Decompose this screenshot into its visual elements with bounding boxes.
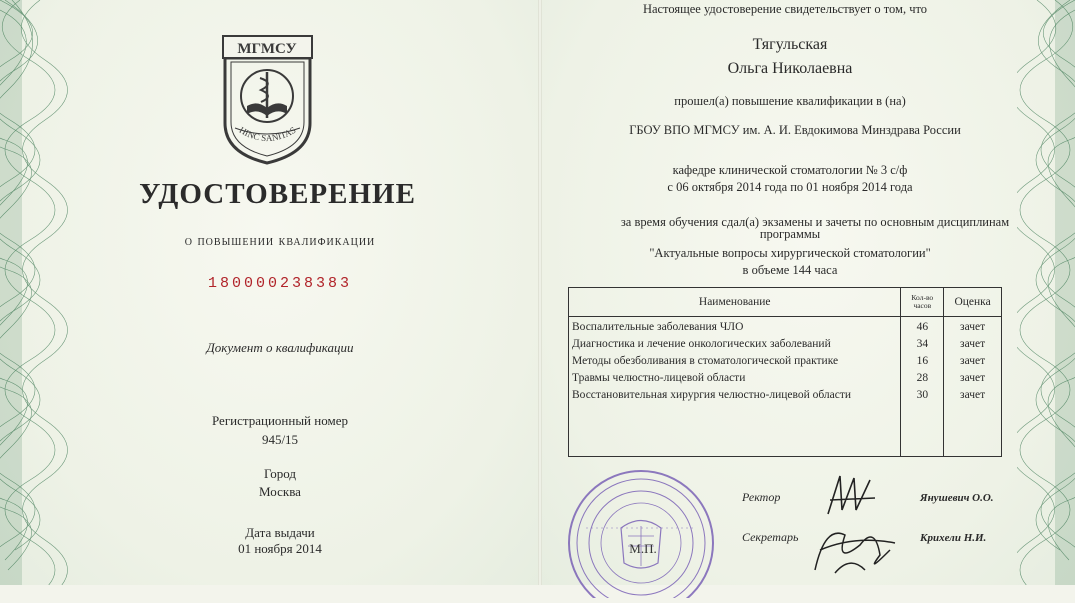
hours-cell: 34 <box>916 338 929 350</box>
city-value: Москва <box>259 484 301 499</box>
signature-role-secretary: Секретарь <box>742 530 799 544</box>
holder-given-names: Ольга Николаевна <box>727 60 853 77</box>
holder-surname: Тягульская <box>752 36 828 53</box>
issue-date-value: 01 ноября 2014 <box>238 541 322 556</box>
table-row: Травмы челюстно-лицевой области <box>572 372 746 384</box>
header-name: Наименование <box>569 288 901 317</box>
subject-names <box>569 317 901 457</box>
grade-cell: зачет <box>960 321 986 333</box>
signature-role-rector: Ректор <box>742 490 781 504</box>
hours-cell: 16 <box>916 355 929 367</box>
grade-cell: зачет <box>960 389 986 401</box>
exams-text-line2: программы <box>759 227 821 241</box>
table-row: Диагностика и лечение онкологических заболеваний <box>572 338 831 350</box>
registration-label: Регистрационный номер <box>212 413 348 428</box>
subjects-table <box>568 287 1002 457</box>
program-name: "Актуальные вопросы хирургической стоматологии" <box>649 246 931 260</box>
signature-name-rector: Янушевич О.О. <box>920 492 994 504</box>
left-guilloche-border <box>0 0 70 585</box>
hours-cell: 28 <box>916 372 929 384</box>
university-emblem <box>205 28 330 168</box>
institution-name: ГБОУ ВПО МГМСУ им. А. И. Евдокимова Минздрава России <box>629 123 961 137</box>
city-label: Город <box>263 466 297 481</box>
header-hours: Кол-во часов <box>901 288 944 317</box>
document-subtitle: о повышении квалификации <box>184 234 376 249</box>
hours-cell: 46 <box>916 321 929 333</box>
emblem-bottom-text: HINC SANITAS <box>237 124 298 144</box>
emblem-top-text: МГМСУ <box>237 41 297 57</box>
grade-cell: зачет <box>960 372 986 384</box>
right-guilloche-border <box>1017 0 1075 585</box>
table-row: Воспалительные заболевания ЧЛО <box>572 321 744 333</box>
department-text: кафедре клинической стоматологии № 3 с/ф <box>672 163 908 177</box>
secretary-signature-scribble <box>805 515 900 580</box>
grade-cell: зачет <box>960 355 986 367</box>
document-number: 180000238383 <box>207 275 353 292</box>
passed-text: прошел(а) повышение квалификации в (на) <box>674 94 906 108</box>
document-kind: Документ о квалификации <box>206 340 354 355</box>
intro-text: Настоящее удостоверение свидетельствует о том, что <box>642 2 928 16</box>
issue-date-label: Дата выдачи <box>245 525 315 540</box>
signature-name-secretary: Крихели Н.И. <box>920 532 987 544</box>
grade-cell: зачет <box>960 338 986 350</box>
subject-grades <box>944 317 1002 457</box>
exams-text-line1: за время обучения сдал(а) экзамены и зачеты по основным дисциплинам <box>620 215 1010 229</box>
subject-hours <box>901 317 944 457</box>
official-stamp <box>566 458 716 598</box>
page-fold <box>538 0 542 585</box>
hours-cell: 30 <box>916 389 929 401</box>
rector-signature-scribble <box>820 470 880 520</box>
document-title: УДОСТОВЕРЕНИЕ <box>139 178 416 210</box>
program-volume: в объеме 144 часа <box>742 263 838 277</box>
registration-value: 945/15 <box>261 432 299 447</box>
table-body-row <box>569 317 1002 457</box>
table-header-row <box>569 288 1002 317</box>
table-row: Методы обезболивания в стоматологической практике <box>572 355 839 367</box>
table-row: Восстановительная хирургия челюстно-лицевой области <box>572 389 852 401</box>
stamp-mark: М.П. <box>629 541 657 556</box>
header-grade: Оценка <box>944 288 1002 317</box>
period-text: с 06 октября 2014 года по 01 ноября 2014 года <box>667 180 913 194</box>
